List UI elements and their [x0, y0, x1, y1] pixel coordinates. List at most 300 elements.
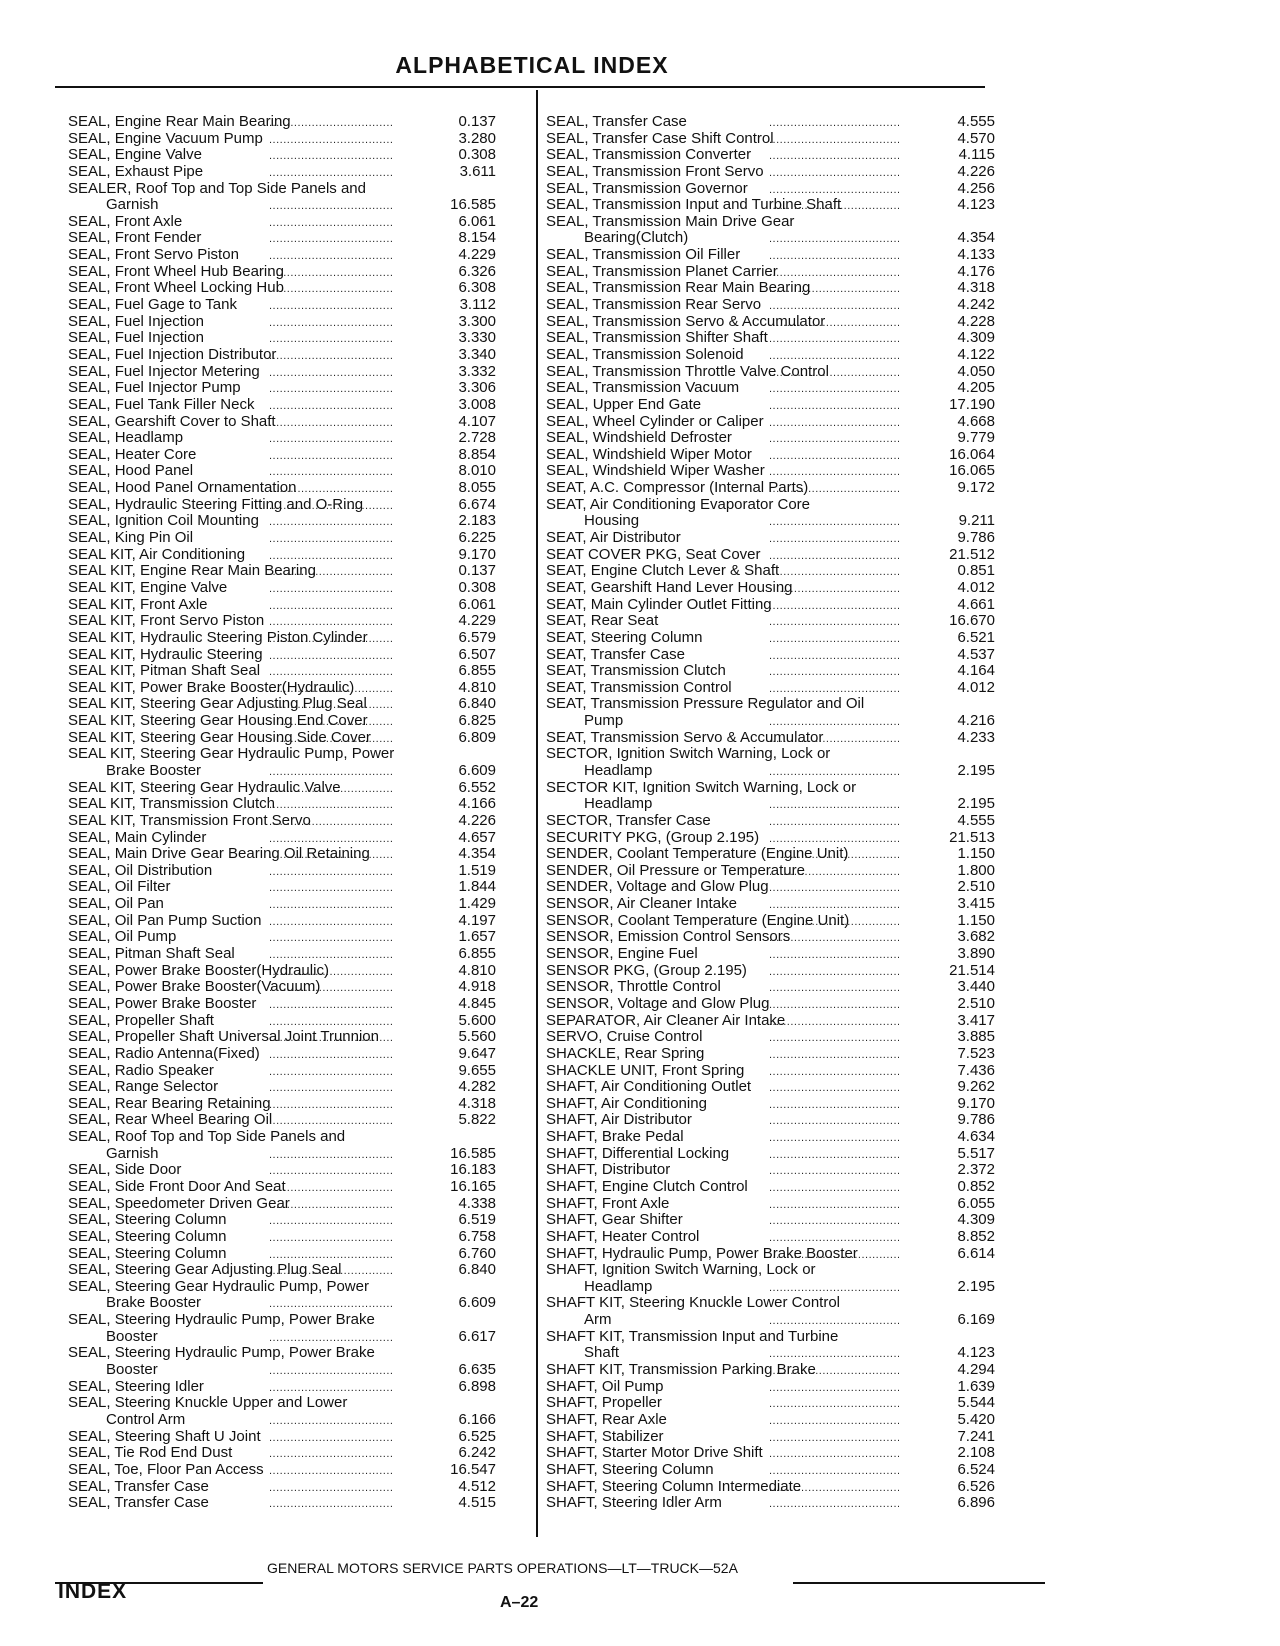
entry-page-ref: 2.728: [458, 429, 496, 447]
entry-page-ref: 6.225: [458, 529, 496, 547]
dot-leader: [269, 314, 394, 332]
entry-label: SEAL KIT, Transmission Front Servo: [68, 811, 311, 829]
dot-leader: [769, 230, 899, 248]
entry-page-ref: 6.061: [458, 212, 496, 230]
entry-page-ref: 1.844: [458, 878, 496, 896]
dot-leader: [269, 846, 394, 864]
entry-page-ref: 4.657: [458, 828, 496, 846]
dot-leader: [269, 979, 394, 997]
index-entry: [68, 314, 496, 331]
index-entry: [546, 630, 995, 647]
index-entry: [68, 1479, 496, 1496]
entry-page-ref: 3.885: [957, 1028, 995, 1046]
entry-page-ref: 4.282: [458, 1078, 496, 1096]
entry-label: SEAL, Propeller Shaft: [68, 1011, 214, 1029]
entry-page-ref: 5.822: [458, 1111, 496, 1129]
entry-page-ref: 2.510: [957, 878, 995, 896]
entry-label: SEAL, Oil Filter: [68, 878, 171, 896]
entry-page-ref: 9.786: [957, 529, 995, 547]
index-entry: [546, 1395, 995, 1412]
entry-label: SHAFT, Engine Clutch Control: [546, 1178, 748, 1195]
index-entry: [68, 1429, 496, 1446]
entry-page-ref: 4.661: [957, 595, 995, 613]
entry-page-ref: 9.172: [957, 479, 995, 497]
entry-label: SEAL, Windshield Wiper Washer: [546, 462, 765, 480]
index-entry: [68, 1179, 496, 1196]
entry-page-ref: 6.526: [957, 1477, 995, 1495]
entry-label: Arm: [584, 1311, 612, 1329]
entry-page-ref: 5.600: [458, 1011, 496, 1029]
index-entry: [68, 813, 496, 830]
dot-leader: [269, 1412, 394, 1430]
entry-page-ref: 9.170: [458, 545, 496, 563]
index-entry: [546, 1345, 995, 1362]
dot-leader: [769, 447, 899, 465]
entry-page-ref: 3.415: [957, 895, 995, 913]
entry-page-ref: 0.137: [458, 113, 496, 130]
index-entry: [546, 1479, 995, 1496]
index-entry: [68, 1462, 496, 1479]
entry-page-ref: 4.233: [957, 728, 995, 746]
entry-page-ref: 4.229: [458, 612, 496, 630]
entry-page-ref: 3.440: [957, 978, 995, 996]
entry-label: SHACKLE UNIT, Front Spring: [546, 1061, 745, 1079]
entry-label: SEAL, Transfer Case: [68, 1477, 209, 1495]
entry-label: SHAFT, Steering Column: [546, 1460, 714, 1478]
index-entry: [68, 913, 496, 930]
index-entry: [68, 380, 496, 397]
entry-label: SEAL, Exhaust Pipe: [68, 162, 204, 180]
dot-leader: [769, 1046, 899, 1064]
index-entry: [68, 131, 496, 148]
index-entry: [546, 430, 995, 447]
dot-leader: [269, 513, 394, 531]
index-entry: [68, 1129, 496, 1146]
index-entry: [68, 1146, 496, 1163]
entry-page-ref: 2.510: [957, 994, 995, 1012]
entry-label: SEAL, Speedometer Driven Gear: [68, 1194, 290, 1212]
entry-label: SEAL KIT, Engine Rear Main Bearing: [68, 562, 316, 580]
dot-leader: [769, 547, 899, 565]
entry-page-ref: 9.655: [458, 1061, 496, 1079]
entry-page-ref: 7.241: [957, 1427, 995, 1445]
entry-label: SEAL, Front Servo Piston: [68, 246, 239, 264]
index-entry: [546, 247, 995, 264]
index-entry: [68, 181, 496, 198]
index-entry: [68, 480, 496, 497]
dot-leader: [269, 879, 394, 897]
entry-label: SEAL KIT, Air Conditioning: [68, 545, 246, 563]
index-entry: [546, 230, 995, 247]
entry-label: SECTOR KIT, Ignition Switch Warning, Lock or: [546, 778, 857, 796]
dot-leader: [269, 780, 394, 798]
entry-page-ref: 8.010: [458, 462, 496, 480]
entry-label: SHAFT, Differential Locking: [546, 1144, 730, 1162]
dot-leader: [269, 297, 394, 315]
entry-label: SEAL, Rear Bearing Retaining: [68, 1094, 271, 1112]
entry-label: SEAL, Rear Wheel Bearing Oil: [68, 1111, 273, 1129]
dot-leader: [769, 347, 899, 365]
entry-page-ref: 9.647: [458, 1044, 496, 1062]
dot-leader: [769, 1412, 899, 1430]
index-entry: [68, 1112, 496, 1129]
dot-leader: [269, 397, 394, 415]
dot-leader: [269, 1429, 394, 1447]
index-entry: [68, 1063, 496, 1080]
entry-label: SENSOR PKG, (Group 2.195): [546, 961, 747, 979]
index-entry: [546, 713, 995, 730]
entry-page-ref: 4.309: [957, 329, 995, 347]
index-entry: [546, 780, 995, 797]
entry-page-ref: 6.166: [458, 1410, 496, 1428]
entry-label: SEAL, Toe, Floor Pan Access: [68, 1460, 264, 1478]
dot-leader: [269, 1212, 394, 1230]
index-entry: [546, 946, 995, 963]
index-entry: [546, 414, 995, 431]
index-entry: [68, 796, 496, 813]
index-entry: [68, 1246, 496, 1263]
dot-leader: [769, 1429, 899, 1447]
entry-page-ref: 4.918: [458, 978, 496, 996]
index-entry: [68, 1495, 496, 1512]
entry-page-ref: 3.280: [458, 129, 496, 147]
entry-label: SEAL, Hydraulic Steering Fitting and O-Ring: [68, 495, 364, 513]
index-entry: [68, 447, 496, 464]
entry-label: Brake Booster: [106, 1294, 202, 1312]
index-entry: [546, 530, 995, 547]
entry-label: SEAL KIT, Steering Gear Housing Side Cover: [68, 728, 371, 746]
index-entry: [546, 280, 995, 297]
entry-label: SEAL, Steering Idler: [68, 1377, 204, 1395]
index-entry: [546, 1362, 995, 1379]
entry-page-ref: 4.810: [458, 678, 496, 696]
index-entry: [68, 414, 496, 431]
index-entry: [546, 1029, 995, 1046]
entry-label: SEAL, Radio Speaker: [68, 1061, 214, 1079]
entry-page-ref: 4.050: [957, 362, 995, 380]
entry-page-ref: 6.242: [458, 1444, 496, 1462]
index-entry: [68, 597, 496, 614]
entry-label: SEAT, Transmission Pressure Regulator and Oil: [546, 695, 865, 713]
entry-page-ref: 4.570: [957, 129, 995, 147]
entry-label: SEAL, Transmission Rear Main Bearing: [546, 279, 811, 297]
entry-page-ref: 16.183: [450, 1161, 496, 1179]
entry-label: SEAL, Front Wheel Locking Hub: [68, 279, 284, 297]
entry-label: Booster: [106, 1327, 158, 1345]
index-entry: [546, 1079, 995, 1096]
entry-page-ref: 1.150: [957, 845, 995, 863]
dot-leader: [769, 513, 899, 531]
entry-page-ref: 6.169: [957, 1311, 995, 1329]
entry-label: SHAFT, Brake Pedal: [546, 1128, 684, 1146]
entry-label: SHAFT, Stabilizer: [546, 1427, 664, 1445]
index-entry: [68, 647, 496, 664]
index-entry: [68, 1412, 496, 1429]
dot-leader: [269, 430, 394, 448]
entry-page-ref: 3.890: [957, 945, 995, 963]
entry-page-ref: 2.195: [957, 761, 995, 779]
dot-leader: [269, 214, 394, 232]
entry-label: SEAT, Transfer Case: [546, 645, 685, 663]
entry-label: SEAL, Fuel Injection: [68, 312, 204, 330]
dot-leader: [769, 879, 899, 897]
entry-page-ref: 0.308: [458, 146, 496, 164]
entry-label: SHAFT, Air Distributor: [546, 1111, 692, 1129]
entry-label: SENSOR, Voltage and Glow Plug: [546, 994, 770, 1012]
index-entry: [68, 114, 496, 131]
entry-label: SHAFT, Air Conditioning Outlet: [546, 1078, 752, 1096]
index-entry: [546, 364, 995, 381]
dot-leader: [269, 114, 394, 132]
index-entry: [68, 1046, 496, 1063]
entry-label: SECTOR, Ignition Switch Warning, Lock or: [546, 745, 831, 763]
index-entry: [68, 530, 496, 547]
index-entry: [546, 879, 995, 896]
entry-label: SEAL, Front Fender: [68, 229, 202, 247]
entry-page-ref: 4.176: [957, 262, 995, 280]
entry-label: SEAL, Steering Column: [68, 1244, 227, 1262]
entry-label: SEAL KIT, Steering Gear Housing End Cover: [68, 712, 368, 730]
index-entry: [546, 1162, 995, 1179]
entry-label: SHAFT, Heater Control: [546, 1227, 700, 1245]
dot-leader: [769, 247, 899, 265]
dot-leader: [269, 929, 394, 947]
entry-page-ref: 6.840: [458, 695, 496, 713]
entry-label: SENSOR, Emission Control Sensors: [546, 928, 791, 946]
index-entry: [68, 763, 496, 780]
dot-leader: [269, 164, 394, 182]
entry-page-ref: 4.338: [458, 1194, 496, 1212]
dot-leader: [269, 813, 394, 831]
index-entry: [546, 730, 995, 747]
index-entry: [546, 1063, 995, 1080]
dot-leader: [769, 1395, 899, 1413]
dot-leader: [269, 230, 394, 248]
index-entry: [68, 1312, 496, 1329]
entry-page-ref: 4.354: [458, 845, 496, 863]
index-entry: [546, 696, 995, 713]
index-entry: [68, 1395, 496, 1412]
index-entry: [68, 1362, 496, 1379]
index-entry: [546, 1046, 995, 1063]
index-entry: [546, 913, 995, 930]
dot-leader: [269, 1046, 394, 1064]
dot-leader: [269, 414, 394, 432]
entry-page-ref: 6.326: [458, 262, 496, 280]
entry-page-ref: 4.512: [458, 1477, 496, 1495]
entry-label: SEAL, Fuel Tank Filler Neck: [68, 395, 255, 413]
entry-page-ref: 4.226: [458, 811, 496, 829]
dot-leader: [269, 280, 394, 298]
index-entry: [68, 330, 496, 347]
entry-label: SEAT, Transmission Servo & Accumulator: [546, 728, 824, 746]
entry-page-ref: 6.579: [458, 628, 496, 646]
index-entry: [68, 1229, 496, 1246]
entry-page-ref: 6.898: [458, 1377, 496, 1395]
index-entry: [68, 230, 496, 247]
entry-page-ref: 0.852: [957, 1178, 995, 1195]
index-entry: [546, 1129, 995, 1146]
dot-leader: [269, 913, 394, 931]
entry-page-ref: 3.340: [458, 345, 496, 363]
entry-label: SEPARATOR, Air Cleaner Air Intake: [546, 1011, 786, 1029]
index-entry: [68, 946, 496, 963]
index-entry: [68, 1013, 496, 1030]
index-entry: [68, 1262, 496, 1279]
entry-label: SEAT, Air Conditioning Evaporator Core: [546, 495, 811, 513]
dot-leader: [269, 1479, 394, 1497]
entry-label: SEAL, Oil Distribution: [68, 861, 213, 879]
index-entry: [68, 280, 496, 297]
dot-leader: [769, 963, 899, 981]
index-entry: [546, 1262, 995, 1279]
entry-label: SECURITY PKG, (Group 2.195): [546, 828, 760, 846]
index-entry: [546, 1329, 995, 1346]
dot-leader: [269, 447, 394, 465]
index-entry: [546, 513, 995, 530]
index-entry: [546, 863, 995, 880]
entry-label: SEAT, Steering Column: [546, 628, 703, 646]
entry-label: SEAL, Transmission Oil Filler: [546, 246, 741, 264]
entry-label: SHAFT KIT, Steering Knuckle Lower Control: [546, 1294, 841, 1312]
dot-leader: [269, 863, 394, 881]
entry-label: SEAL, Side Front Door And Seat: [68, 1178, 286, 1195]
index-entry: [546, 330, 995, 347]
entry-label: Bearing(Clutch): [584, 229, 689, 247]
entry-page-ref: 4.205: [957, 379, 995, 397]
index-entry: [68, 1445, 496, 1462]
dot-leader: [769, 996, 899, 1014]
entry-page-ref: 21.514: [949, 961, 995, 979]
entry-label: SEAL KIT, Steering Gear Hydraulic Pump, Power: [68, 745, 395, 763]
entry-label: SHACKLE, Rear Spring: [546, 1044, 705, 1062]
index-entry: [546, 264, 995, 281]
dot-leader: [269, 247, 394, 265]
entry-label: SEAL KIT, Front Axle: [68, 595, 208, 613]
index-entry: [68, 929, 496, 946]
dot-leader: [769, 530, 899, 548]
entry-page-ref: 16.585: [450, 1144, 496, 1162]
entry-label: SHAFT, Front Axle: [546, 1194, 670, 1212]
entry-label: SEAL, Transmission Throttle Valve Control: [546, 362, 829, 380]
dot-leader: [269, 1029, 394, 1047]
entry-label: SEAL, Oil Pan Pump Suction: [68, 911, 262, 929]
entry-label: SHAFT, Steering Idler Arm: [546, 1494, 722, 1512]
entry-label: SEAT, A.C. Compressor (Internal Parts): [546, 479, 809, 497]
dot-leader: [269, 347, 394, 365]
entry-label: SEAL, Front Axle: [68, 212, 183, 230]
dot-leader: [769, 979, 899, 997]
entry-label: SEAT COVER PKG, Seat Cover: [546, 545, 761, 563]
index-entry: [546, 1295, 995, 1312]
entry-label: Brake Booster: [106, 761, 202, 779]
entry-label: SHAFT, Distributor: [546, 1161, 671, 1179]
entry-label: SEAL, Fuel Injector Pump: [68, 379, 241, 397]
entry-page-ref: 4.256: [957, 179, 995, 197]
dot-leader: [769, 1013, 899, 1031]
dot-leader: [269, 497, 394, 515]
entry-page-ref: 6.525: [458, 1427, 496, 1445]
entry-label: SEAL, Transmission Shifter Shaft: [546, 329, 768, 347]
index-entry: [546, 214, 995, 231]
entry-label: SENSOR, Air Cleaner Intake: [546, 895, 737, 913]
dot-leader: [769, 330, 899, 348]
entry-label: SEAL, Power Brake Booster(Hydraulic): [68, 961, 329, 979]
entry-page-ref: 3.112: [459, 296, 496, 314]
dot-leader: [769, 1445, 899, 1463]
index-entry: [546, 813, 995, 830]
entry-page-ref: 4.216: [957, 712, 995, 730]
entry-page-ref: 2.108: [957, 1444, 995, 1462]
index-entry: [546, 1246, 995, 1263]
dot-leader: [769, 1362, 899, 1380]
index-entry: [546, 963, 995, 980]
entry-page-ref: 6.614: [957, 1244, 995, 1262]
index-entry: [68, 1079, 496, 1096]
dot-leader: [769, 630, 899, 648]
dot-leader: [769, 1146, 899, 1164]
dot-leader: [769, 397, 899, 415]
entry-page-ref: 3.300: [458, 312, 496, 330]
entry-label: SERVO, Cruise Control: [546, 1028, 703, 1046]
index-entry: [68, 197, 496, 214]
entry-page-ref: 1.519: [458, 861, 496, 879]
index-entry: [68, 247, 496, 264]
index-entry: [546, 763, 995, 780]
dot-leader: [769, 314, 899, 332]
dot-leader: [769, 147, 899, 165]
entry-label: SEAL, Engine Valve: [68, 146, 202, 164]
entry-label: SEAL KIT, Front Servo Piston: [68, 612, 265, 630]
entry-label: SEAL, Wheel Cylinder or Caliper: [546, 412, 764, 430]
entry-page-ref: 16.165: [450, 1178, 496, 1195]
entry-label: SEAL, Windshield Defroster: [546, 429, 732, 447]
dot-leader: [769, 1063, 899, 1081]
entry-page-ref: 4.197: [458, 911, 496, 929]
index-entry: [68, 630, 496, 647]
index-entry: [68, 696, 496, 713]
entry-label: SEAT, Transmission Clutch: [546, 662, 726, 680]
dot-leader: [269, 1146, 394, 1164]
entry-label: SEAL, Transmission Governor: [546, 179, 748, 197]
entry-label: SEAL, Steering Gear Hydraulic Pump, Power: [68, 1277, 369, 1295]
dot-leader: [769, 1029, 899, 1047]
index-entry: [68, 297, 496, 314]
entry-label: SEAL, Fuel Injection: [68, 329, 204, 347]
entry-label: Booster: [106, 1361, 158, 1379]
dot-leader: [769, 1162, 899, 1180]
index-entry: [546, 1179, 995, 1196]
entry-label: SEAL, Oil Pan: [68, 895, 164, 913]
entry-label: Control Arm: [106, 1410, 186, 1428]
entry-label: SEALER, Roof Top and Top Side Panels and: [68, 179, 366, 197]
entry-label: SEAL, Heater Core: [68, 445, 197, 463]
entry-label: SEAL, Pitman Shaft Seal: [68, 945, 235, 963]
entry-label: SEAL, Transmission Main Drive Gear: [546, 212, 795, 230]
index-column-left: [68, 114, 496, 1512]
entry-page-ref: 16.670: [949, 612, 995, 630]
index-entry: [546, 979, 995, 996]
index-entry: [546, 613, 995, 630]
entry-label: SEAL, Steering Knuckle Upper and Lower: [68, 1394, 348, 1412]
entry-label: SEAL, Steering Column: [68, 1227, 227, 1245]
entry-page-ref: 1.150: [957, 911, 995, 929]
index-entry: [68, 430, 496, 447]
index-entry: [68, 1096, 496, 1113]
entry-label: SHAFT, Gear Shifter: [546, 1211, 683, 1229]
dot-leader: [269, 1162, 394, 1180]
dot-leader: [769, 763, 899, 781]
